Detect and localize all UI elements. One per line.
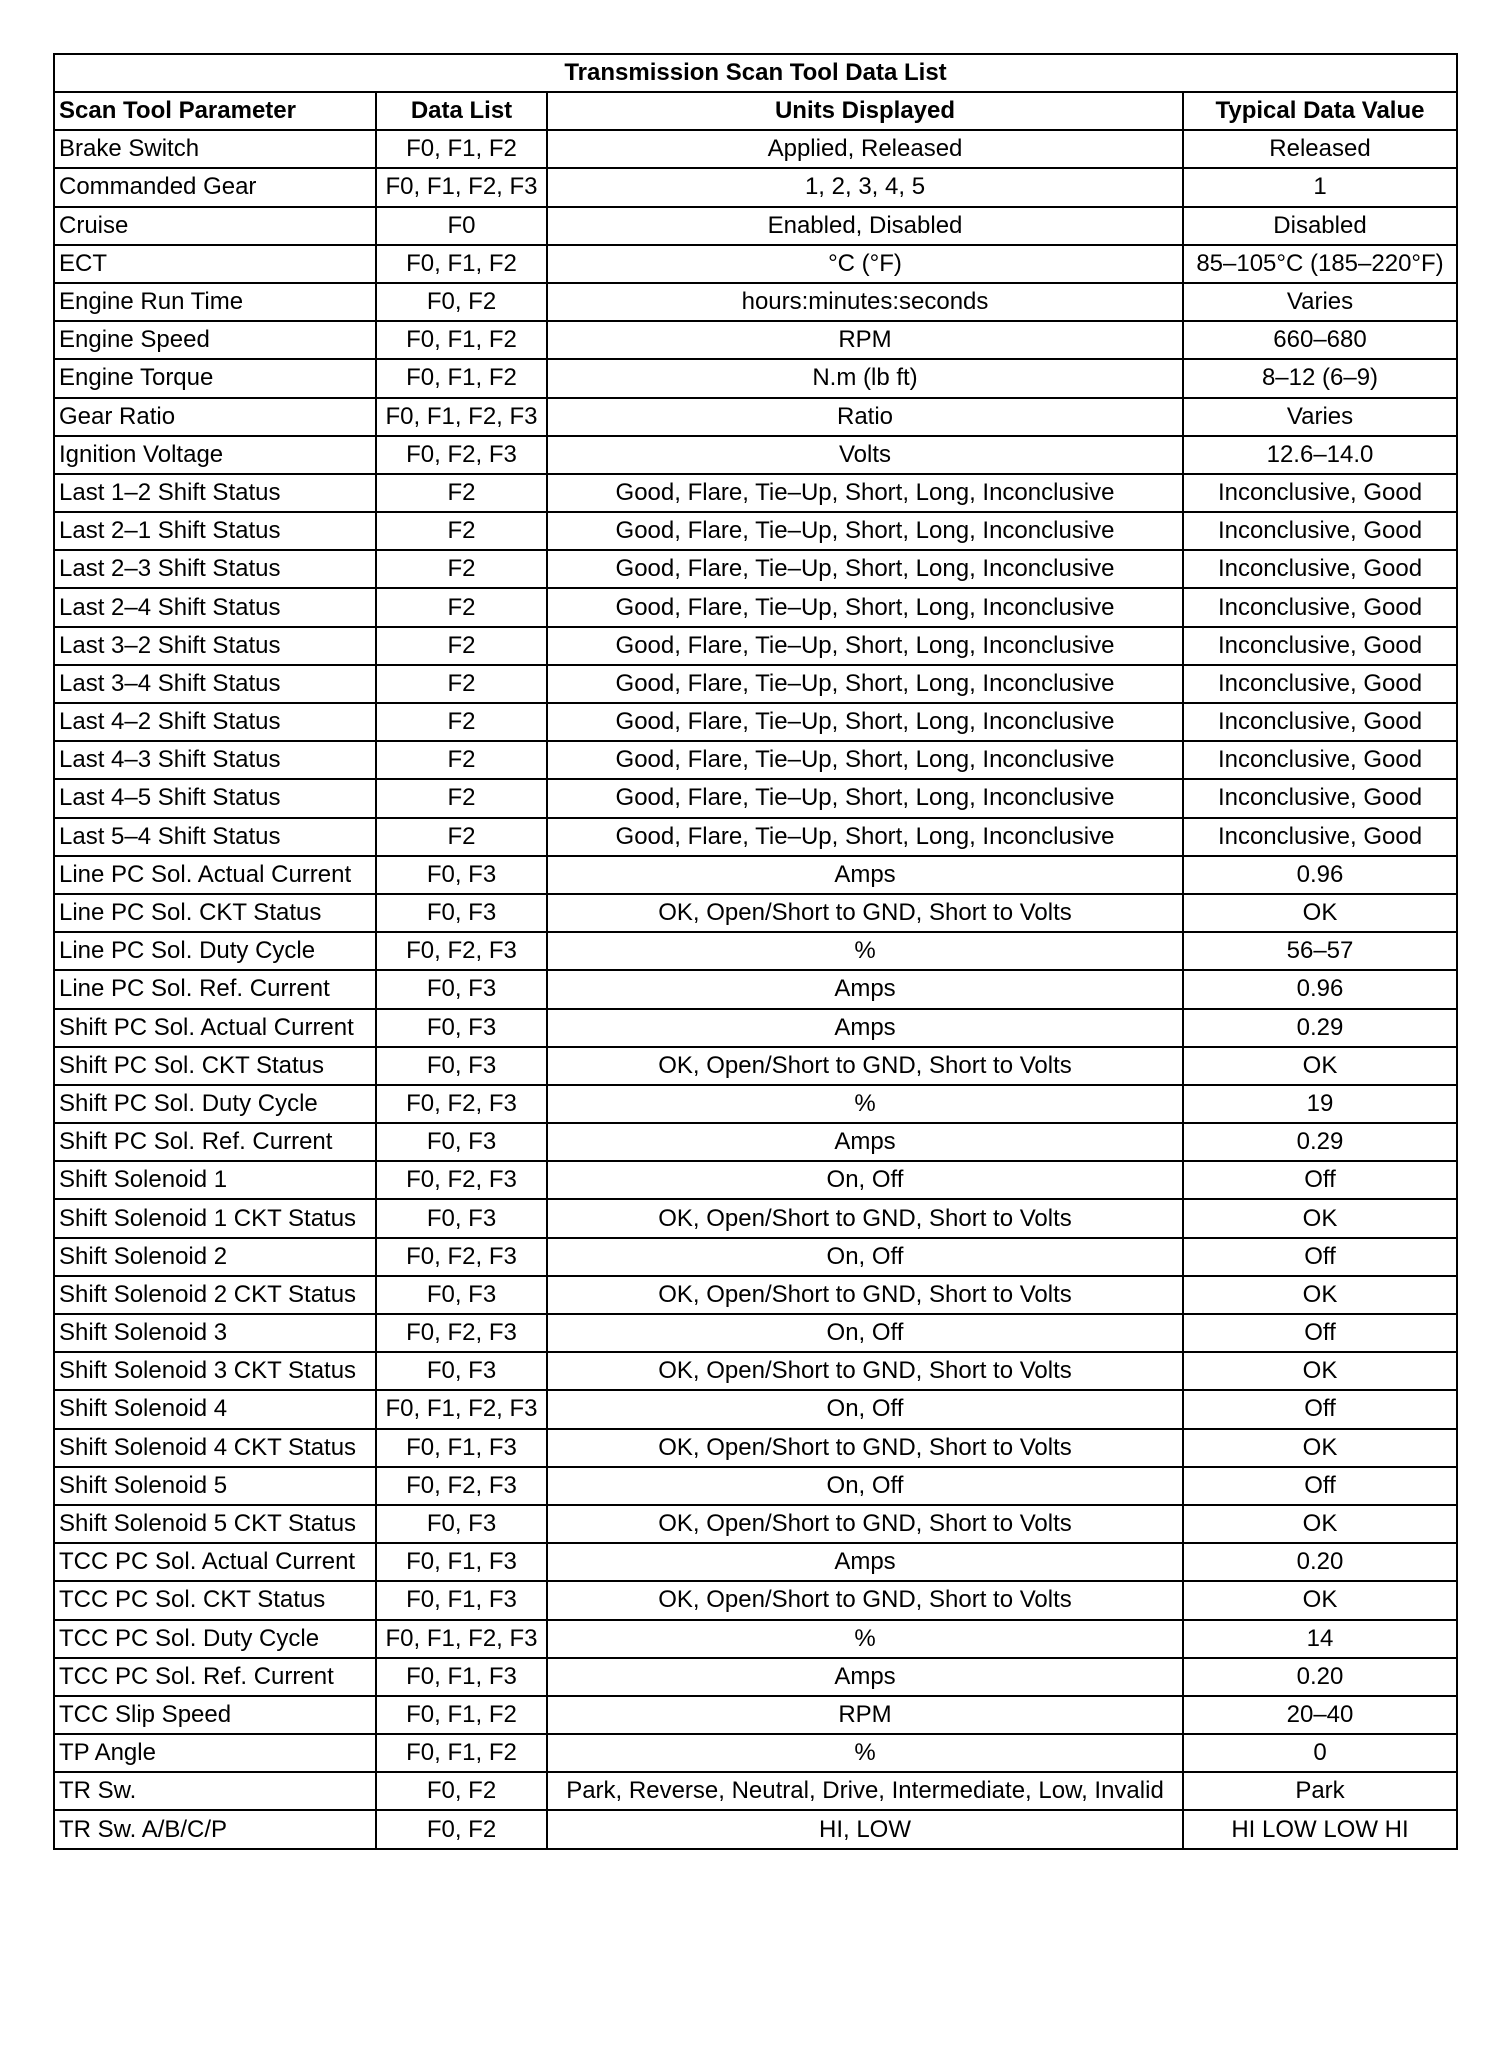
cell-parameter: Line PC Sol. Duty Cycle <box>54 932 376 970</box>
cell-parameter: ECT <box>54 245 376 283</box>
cell-parameter: Engine Torque <box>54 359 376 397</box>
cell-parameter: Last 2–4 Shift Status <box>54 588 376 626</box>
table-title-row <box>54 54 1457 92</box>
cell-data-list: F0, F1, F2, F3 <box>376 398 547 436</box>
cell-units: OK, Open/Short to GND, Short to Volts <box>547 1581 1183 1619</box>
cell-units: Amps <box>547 1009 1183 1047</box>
cell-parameter: Last 5–4 Shift Status <box>54 818 376 856</box>
cell-data-list: F0, F3 <box>376 1199 547 1237</box>
cell-parameter: Shift Solenoid 2 <box>54 1238 376 1276</box>
cell-parameter: Shift Solenoid 3 CKT Status <box>54 1352 376 1390</box>
cell-data-list: F2 <box>376 818 547 856</box>
cell-parameter: Last 4–2 Shift Status <box>54 703 376 741</box>
cell-parameter: Last 2–3 Shift Status <box>54 550 376 588</box>
cell-units: On, Off <box>547 1238 1183 1276</box>
cell-units: OK, Open/Short to GND, Short to Volts <box>547 1505 1183 1543</box>
cell-typical-value: Inconclusive, Good <box>1183 550 1457 588</box>
cell-units: Good, Flare, Tie–Up, Short, Long, Inconclusive <box>547 665 1183 703</box>
table-row <box>54 1314 1457 1352</box>
table-row <box>54 1581 1457 1619</box>
cell-data-list: F0, F2, F3 <box>376 1314 547 1352</box>
cell-data-list: F0, F1, F3 <box>376 1543 547 1581</box>
cell-typical-value: OK <box>1183 894 1457 932</box>
table-row <box>54 1276 1457 1314</box>
cell-typical-value: OK <box>1183 1352 1457 1390</box>
cell-parameter: TCC Slip Speed <box>54 1696 376 1734</box>
cell-data-list: F0, F2, F3 <box>376 1467 547 1505</box>
cell-units: Good, Flare, Tie–Up, Short, Long, Inconclusive <box>547 703 1183 741</box>
cell-parameter: Commanded Gear <box>54 168 376 206</box>
cell-units: Amps <box>547 1658 1183 1696</box>
cell-parameter: Shift Solenoid 4 CKT Status <box>54 1429 376 1467</box>
table-row <box>54 1429 1457 1467</box>
cell-typical-value: Disabled <box>1183 207 1457 245</box>
cell-units: % <box>547 932 1183 970</box>
cell-parameter: Last 1–2 Shift Status <box>54 474 376 512</box>
table-row <box>54 932 1457 970</box>
table-row <box>54 1658 1457 1696</box>
cell-typical-value: 85–105°C (185–220°F) <box>1183 245 1457 283</box>
table-row <box>54 1009 1457 1047</box>
table-row <box>54 398 1457 436</box>
cell-units: RPM <box>547 321 1183 359</box>
cell-units: Good, Flare, Tie–Up, Short, Long, Inconclusive <box>547 627 1183 665</box>
cell-parameter: Last 3–2 Shift Status <box>54 627 376 665</box>
cell-typical-value: Inconclusive, Good <box>1183 512 1457 550</box>
cell-units: °C (°F) <box>547 245 1183 283</box>
cell-typical-value: 1 <box>1183 168 1457 206</box>
cell-typical-value: Inconclusive, Good <box>1183 474 1457 512</box>
cell-units: Amps <box>547 856 1183 894</box>
cell-units: Park, Reverse, Neutral, Drive, Intermediate, Low, Invalid <box>547 1772 1183 1810</box>
cell-data-list: F0, F1, F2, F3 <box>376 1620 547 1658</box>
cell-data-list: F0, F2, F3 <box>376 1238 547 1276</box>
cell-data-list: F0, F3 <box>376 970 547 1008</box>
cell-parameter: Ignition Voltage <box>54 436 376 474</box>
cell-parameter: Last 2–1 Shift Status <box>54 512 376 550</box>
cell-data-list: F0, F2, F3 <box>376 1161 547 1199</box>
cell-parameter: TCC PC Sol. Actual Current <box>54 1543 376 1581</box>
table-row <box>54 512 1457 550</box>
cell-units: Good, Flare, Tie–Up, Short, Long, Inconclusive <box>547 512 1183 550</box>
cell-parameter: Shift Solenoid 5 <box>54 1467 376 1505</box>
table-row <box>54 474 1457 512</box>
table-row <box>54 245 1457 283</box>
cell-data-list: F2 <box>376 627 547 665</box>
cell-units: OK, Open/Short to GND, Short to Volts <box>547 1199 1183 1237</box>
cell-typical-value: Off <box>1183 1390 1457 1428</box>
cell-typical-value: OK <box>1183 1429 1457 1467</box>
cell-data-list: F0, F1, F2 <box>376 245 547 283</box>
cell-data-list: F0, F3 <box>376 894 547 932</box>
cell-typical-value: Off <box>1183 1467 1457 1505</box>
cell-units: % <box>547 1734 1183 1772</box>
cell-data-list: F2 <box>376 474 547 512</box>
cell-units: Good, Flare, Tie–Up, Short, Long, Inconclusive <box>547 818 1183 856</box>
cell-units: Amps <box>547 1123 1183 1161</box>
cell-units: Good, Flare, Tie–Up, Short, Long, Inconclusive <box>547 588 1183 626</box>
cell-units: Good, Flare, Tie–Up, Short, Long, Inconclusive <box>547 550 1183 588</box>
cell-parameter: Engine Speed <box>54 321 376 359</box>
table-row <box>54 1123 1457 1161</box>
cell-typical-value: 20–40 <box>1183 1696 1457 1734</box>
cell-parameter: TCC PC Sol. Ref. Current <box>54 1658 376 1696</box>
cell-data-list: F2 <box>376 588 547 626</box>
cell-typical-value: OK <box>1183 1047 1457 1085</box>
cell-parameter: Brake Switch <box>54 130 376 168</box>
cell-parameter: Shift Solenoid 4 <box>54 1390 376 1428</box>
table-row <box>54 894 1457 932</box>
scan-tool-data-table <box>53 53 1458 1850</box>
cell-units: HI, LOW <box>547 1810 1183 1848</box>
cell-parameter: Shift Solenoid 1 CKT Status <box>54 1199 376 1237</box>
cell-typical-value: Inconclusive, Good <box>1183 779 1457 817</box>
cell-parameter: Engine Run Time <box>54 283 376 321</box>
table-row <box>54 283 1457 321</box>
cell-typical-value: Inconclusive, Good <box>1183 665 1457 703</box>
cell-parameter: Shift PC Sol. CKT Status <box>54 1047 376 1085</box>
cell-typical-value: Inconclusive, Good <box>1183 588 1457 626</box>
cell-typical-value: 0 <box>1183 1734 1457 1772</box>
cell-parameter: Shift PC Sol. Ref. Current <box>54 1123 376 1161</box>
table-row <box>54 703 1457 741</box>
cell-units: On, Off <box>547 1390 1183 1428</box>
cell-data-list: F0, F1, F3 <box>376 1429 547 1467</box>
cell-data-list: F0, F1, F3 <box>376 1658 547 1696</box>
cell-parameter: Shift Solenoid 5 CKT Status <box>54 1505 376 1543</box>
table-row <box>54 168 1457 206</box>
cell-typical-value: OK <box>1183 1505 1457 1543</box>
cell-parameter: TCC PC Sol. CKT Status <box>54 1581 376 1619</box>
cell-data-list: F0, F1, F2 <box>376 1696 547 1734</box>
cell-units: Good, Flare, Tie–Up, Short, Long, Inconclusive <box>547 741 1183 779</box>
cell-typical-value: 0.96 <box>1183 856 1457 894</box>
cell-parameter: Last 3–4 Shift Status <box>54 665 376 703</box>
cell-data-list: F0, F1, F2, F3 <box>376 1390 547 1428</box>
cell-data-list: F0, F3 <box>376 1352 547 1390</box>
cell-typical-value: 660–680 <box>1183 321 1457 359</box>
cell-parameter: TP Angle <box>54 1734 376 1772</box>
cell-units: Enabled, Disabled <box>547 207 1183 245</box>
data-list-sheet <box>53 53 1456 1850</box>
table-row <box>54 207 1457 245</box>
cell-units: Applied, Released <box>547 130 1183 168</box>
header-units-displayed: Units Displayed <box>547 92 1183 130</box>
cell-units: On, Off <box>547 1161 1183 1199</box>
cell-data-list: F0, F2, F3 <box>376 932 547 970</box>
table-row <box>54 130 1457 168</box>
table-row <box>54 1390 1457 1428</box>
cell-data-list: F0 <box>376 207 547 245</box>
cell-data-list: F0, F3 <box>376 856 547 894</box>
cell-data-list: F0, F2 <box>376 1772 547 1810</box>
cell-data-list: F0, F3 <box>376 1123 547 1161</box>
table-row <box>54 779 1457 817</box>
cell-typical-value: Inconclusive, Good <box>1183 741 1457 779</box>
header-row <box>54 92 1457 130</box>
table-row <box>54 970 1457 1008</box>
cell-typical-value: HI LOW LOW HI <box>1183 1810 1457 1848</box>
cell-typical-value: Released <box>1183 130 1457 168</box>
cell-parameter: Line PC Sol. Ref. Current <box>54 970 376 1008</box>
table-row <box>54 1543 1457 1581</box>
table-row <box>54 1772 1457 1810</box>
cell-typical-value: 0.20 <box>1183 1543 1457 1581</box>
header-scan-tool-parameter: Scan Tool Parameter <box>54 92 376 130</box>
cell-data-list: F0, F1, F3 <box>376 1581 547 1619</box>
cell-data-list: F0, F1, F2 <box>376 130 547 168</box>
cell-units: Volts <box>547 436 1183 474</box>
table-row <box>54 741 1457 779</box>
cell-typical-value: 0.29 <box>1183 1009 1457 1047</box>
cell-data-list: F0, F2, F3 <box>376 436 547 474</box>
cell-units: N.m (lb ft) <box>547 359 1183 397</box>
cell-units: On, Off <box>547 1467 1183 1505</box>
table-row <box>54 1505 1457 1543</box>
cell-units: OK, Open/Short to GND, Short to Volts <box>547 1047 1183 1085</box>
cell-typical-value: Park <box>1183 1772 1457 1810</box>
cell-units: OK, Open/Short to GND, Short to Volts <box>547 1429 1183 1467</box>
cell-data-list: F0, F1, F2 <box>376 1734 547 1772</box>
header-typical-data-value: Typical Data Value <box>1183 92 1457 130</box>
cell-parameter: TR Sw. A/B/C/P <box>54 1810 376 1848</box>
table-row <box>54 1047 1457 1085</box>
cell-data-list: F0, F3 <box>376 1009 547 1047</box>
cell-units: OK, Open/Short to GND, Short to Volts <box>547 1352 1183 1390</box>
cell-units: On, Off <box>547 1314 1183 1352</box>
cell-typical-value: 0.20 <box>1183 1658 1457 1696</box>
cell-data-list: F0, F2, F3 <box>376 1085 547 1123</box>
cell-parameter: Shift Solenoid 3 <box>54 1314 376 1352</box>
cell-units: Ratio <box>547 398 1183 436</box>
table-row <box>54 1467 1457 1505</box>
cell-units: Amps <box>547 1543 1183 1581</box>
cell-typical-value: 14 <box>1183 1620 1457 1658</box>
table-row <box>54 1238 1457 1276</box>
cell-units: % <box>547 1085 1183 1123</box>
table-row <box>54 1352 1457 1390</box>
cell-data-list: F0, F3 <box>376 1047 547 1085</box>
table-row <box>54 359 1457 397</box>
cell-data-list: F0, F2 <box>376 1810 547 1848</box>
cell-parameter: Shift PC Sol. Duty Cycle <box>54 1085 376 1123</box>
cell-units: 1, 2, 3, 4, 5 <box>547 168 1183 206</box>
cell-typical-value: Off <box>1183 1314 1457 1352</box>
table-row <box>54 1085 1457 1123</box>
cell-data-list: F0, F3 <box>376 1505 547 1543</box>
table-row <box>54 818 1457 856</box>
table-row <box>54 436 1457 474</box>
cell-parameter: Last 4–3 Shift Status <box>54 741 376 779</box>
cell-data-list: F2 <box>376 665 547 703</box>
cell-parameter: Gear Ratio <box>54 398 376 436</box>
cell-typical-value: 56–57 <box>1183 932 1457 970</box>
cell-parameter: Line PC Sol. CKT Status <box>54 894 376 932</box>
cell-units: % <box>547 1620 1183 1658</box>
cell-typical-value: 0.96 <box>1183 970 1457 1008</box>
table-row <box>54 588 1457 626</box>
cell-data-list: F2 <box>376 512 547 550</box>
cell-data-list: F2 <box>376 703 547 741</box>
table-row <box>54 1734 1457 1772</box>
cell-units: Amps <box>547 970 1183 1008</box>
cell-units: RPM <box>547 1696 1183 1734</box>
cell-typical-value: 12.6–14.0 <box>1183 436 1457 474</box>
cell-parameter: TR Sw. <box>54 1772 376 1810</box>
table-row <box>54 1199 1457 1237</box>
cell-typical-value: Varies <box>1183 283 1457 321</box>
table-row <box>54 1696 1457 1734</box>
cell-typical-value: Varies <box>1183 398 1457 436</box>
cell-typical-value: Off <box>1183 1238 1457 1276</box>
cell-typical-value: Off <box>1183 1161 1457 1199</box>
table-title: Transmission Scan Tool Data List <box>54 54 1457 92</box>
cell-typical-value: Inconclusive, Good <box>1183 818 1457 856</box>
table-body <box>54 130 1457 1848</box>
cell-data-list: F2 <box>376 779 547 817</box>
cell-data-list: F2 <box>376 550 547 588</box>
cell-parameter: Last 4–5 Shift Status <box>54 779 376 817</box>
cell-units: OK, Open/Short to GND, Short to Volts <box>547 894 1183 932</box>
cell-typical-value: OK <box>1183 1276 1457 1314</box>
cell-data-list: F2 <box>376 741 547 779</box>
cell-typical-value: Inconclusive, Good <box>1183 703 1457 741</box>
cell-parameter: Shift PC Sol. Actual Current <box>54 1009 376 1047</box>
cell-typical-value: 19 <box>1183 1085 1457 1123</box>
cell-typical-value: Inconclusive, Good <box>1183 627 1457 665</box>
table-row <box>54 321 1457 359</box>
cell-typical-value: OK <box>1183 1581 1457 1619</box>
cell-data-list: F0, F1, F2, F3 <box>376 168 547 206</box>
cell-units: Good, Flare, Tie–Up, Short, Long, Inconclusive <box>547 779 1183 817</box>
table-row <box>54 1810 1457 1848</box>
header-data-list: Data List <box>376 92 547 130</box>
table-row <box>54 856 1457 894</box>
cell-data-list: F0, F2 <box>376 283 547 321</box>
cell-data-list: F0, F1, F2 <box>376 321 547 359</box>
cell-parameter: Cruise <box>54 207 376 245</box>
cell-parameter: Shift Solenoid 1 <box>54 1161 376 1199</box>
cell-data-list: F0, F3 <box>376 1276 547 1314</box>
cell-parameter: Line PC Sol. Actual Current <box>54 856 376 894</box>
cell-typical-value: 0.29 <box>1183 1123 1457 1161</box>
cell-parameter: Shift Solenoid 2 CKT Status <box>54 1276 376 1314</box>
table-row <box>54 1161 1457 1199</box>
cell-data-list: F0, F1, F2 <box>376 359 547 397</box>
cell-units: hours:minutes:seconds <box>547 283 1183 321</box>
cell-units: Good, Flare, Tie–Up, Short, Long, Inconclusive <box>547 474 1183 512</box>
table-row <box>54 1620 1457 1658</box>
cell-parameter: TCC PC Sol. Duty Cycle <box>54 1620 376 1658</box>
cell-typical-value: OK <box>1183 1199 1457 1237</box>
table-row <box>54 665 1457 703</box>
cell-units: OK, Open/Short to GND, Short to Volts <box>547 1276 1183 1314</box>
table-row <box>54 550 1457 588</box>
table-row <box>54 627 1457 665</box>
cell-typical-value: 8–12 (6–9) <box>1183 359 1457 397</box>
